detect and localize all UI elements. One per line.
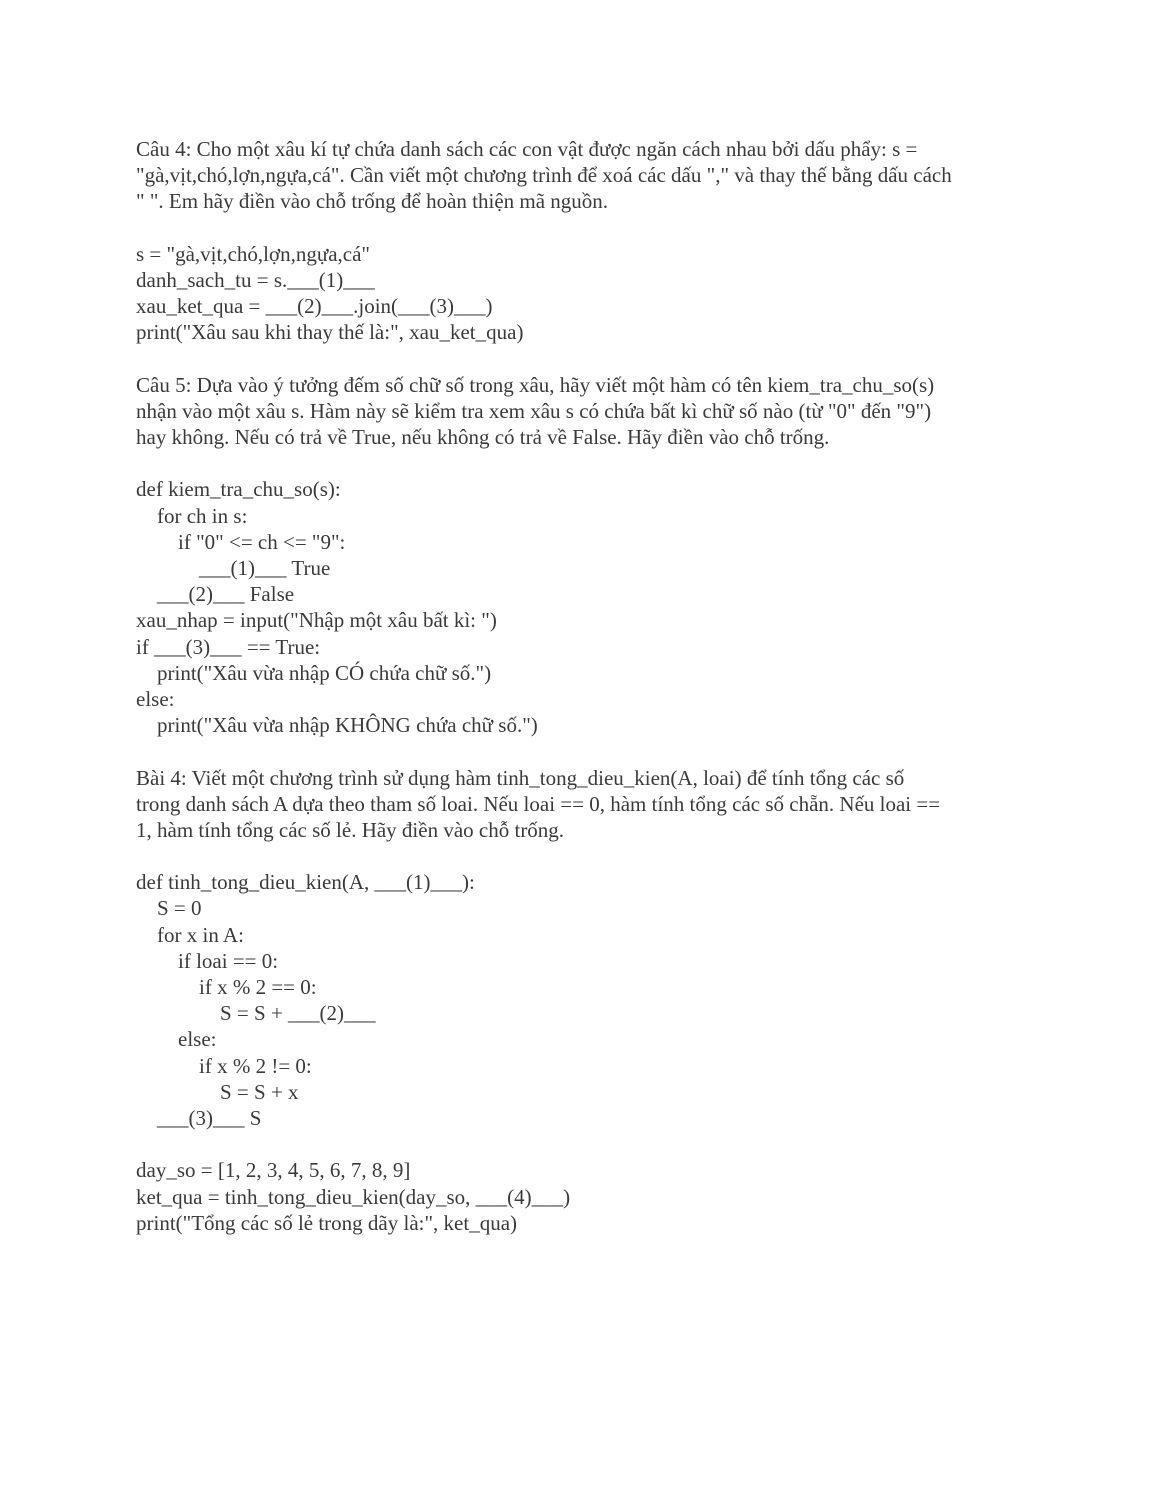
- prompt-line: trong danh sách A dựa theo tham số loai. Nếu loai == 0, hàm tính tổng các số chẵn. Nếu loai ==: [136, 791, 941, 816]
- code-line: else:: [136, 1027, 217, 1052]
- code-line: print("Tổng các số lẻ trong dãy là:", ket_qua): [136, 1210, 518, 1235]
- code-line: S = 0: [136, 896, 202, 921]
- code-line: def kiem_tra_chu_so(s):: [136, 477, 341, 502]
- question-5-prompt: [136, 372, 1036, 451]
- code-line: if ___(3)___ == True:: [136, 634, 321, 659]
- code-line: ___(3)___ S: [136, 1105, 262, 1130]
- code-line: danh_sach_tu = s.___(1)___: [136, 267, 375, 292]
- code-line: print("Xâu vừa nhập KHÔNG chứa chữ số."): [136, 713, 538, 738]
- code-line: xau_nhap = input("Nhập một xâu bất kì: "): [136, 608, 497, 633]
- question-4-prompt: [136, 136, 1036, 215]
- code-line: for ch in s:: [136, 503, 248, 528]
- code-line: S = S + ___(2)___: [136, 1001, 376, 1026]
- code-line: day_so = [1, 2, 3, 4, 5, 6, 7, 8, 9]: [136, 1158, 411, 1183]
- code-line: print("Xâu vừa nhập CÓ chứa chữ số."): [136, 660, 492, 685]
- code-line: else:: [136, 686, 175, 711]
- prompt-line: "gà,vịt,chó,lợn,ngựa,cá". Cần viết một chương trình để xoá các dấu "," và thay thế bằng dấu cách: [136, 163, 952, 188]
- prompt-line: 1, hàm tính tổng các số lẻ. Hãy điền vào chỗ trống.: [136, 817, 565, 842]
- prompt-line: Câu 4: Cho một xâu kí tự chứa danh sách các con vật được ngăn cách nhau bởi dấu phẩy: s =: [136, 137, 918, 161]
- code-line: if x % 2 == 0:: [136, 975, 317, 999]
- code-line: if loai == 0:: [136, 948, 279, 973]
- code-line: if "0" <= ch <= "9":: [136, 529, 346, 554]
- prompt-line: Bài 4: Viết một chương trình sử dụng hàm tinh_tong_dieu_kien(A, loai) để tính tổng các số: [136, 765, 905, 790]
- prompt-line: nhận vào một xâu s. Hàm này sẽ kiểm tra xem xâu s có chứa bất kì chữ số nào (từ "0" đến "9"): [136, 398, 932, 423]
- exercise-4-code-main: [136, 1157, 1036, 1236]
- code-line: ___(2)___ False: [136, 582, 295, 607]
- code-line: print("Xâu sau khi thay thế là:", xau_ket_qua): [136, 320, 524, 345]
- code-line: S = S + x: [136, 1079, 299, 1104]
- code-line: for x in A:: [136, 922, 244, 947]
- code-line: def tinh_tong_dieu_kien(A, ___(1)___):: [136, 870, 475, 895]
- prompt-line: " ". Em hãy điền vào chỗ trống để hoàn thiện mã nguồn.: [136, 189, 609, 214]
- question-4-code: [136, 241, 1036, 346]
- exercise-4-code: [136, 869, 1036, 1131]
- code-line: ket_qua = tinh_tong_dieu_kien(day_so, ___(4)___): [136, 1184, 571, 1209]
- code-line: s = "gà,vịt,chó,lợn,ngựa,cá": [136, 241, 371, 266]
- prompt-line: hay không. Nếu có trả về True, nếu không có trả về False. Hãy điền vào chỗ trống.: [136, 425, 830, 450]
- question-5-code: [136, 476, 1036, 738]
- code-line: ___(1)___ True: [136, 556, 331, 580]
- document-content: [136, 136, 1036, 1262]
- exercise-4-prompt: [136, 765, 1036, 844]
- prompt-line: Câu 5: Dựa vào ý tưởng đếm số chữ số trong xâu, hãy viết một hàm có tên kiem_tra_chu_so(s): [136, 372, 935, 397]
- code-line: xau_ket_qua = ___(2)___.join(___(3)___): [136, 294, 493, 319]
- code-line: if x % 2 != 0:: [136, 1053, 312, 1078]
